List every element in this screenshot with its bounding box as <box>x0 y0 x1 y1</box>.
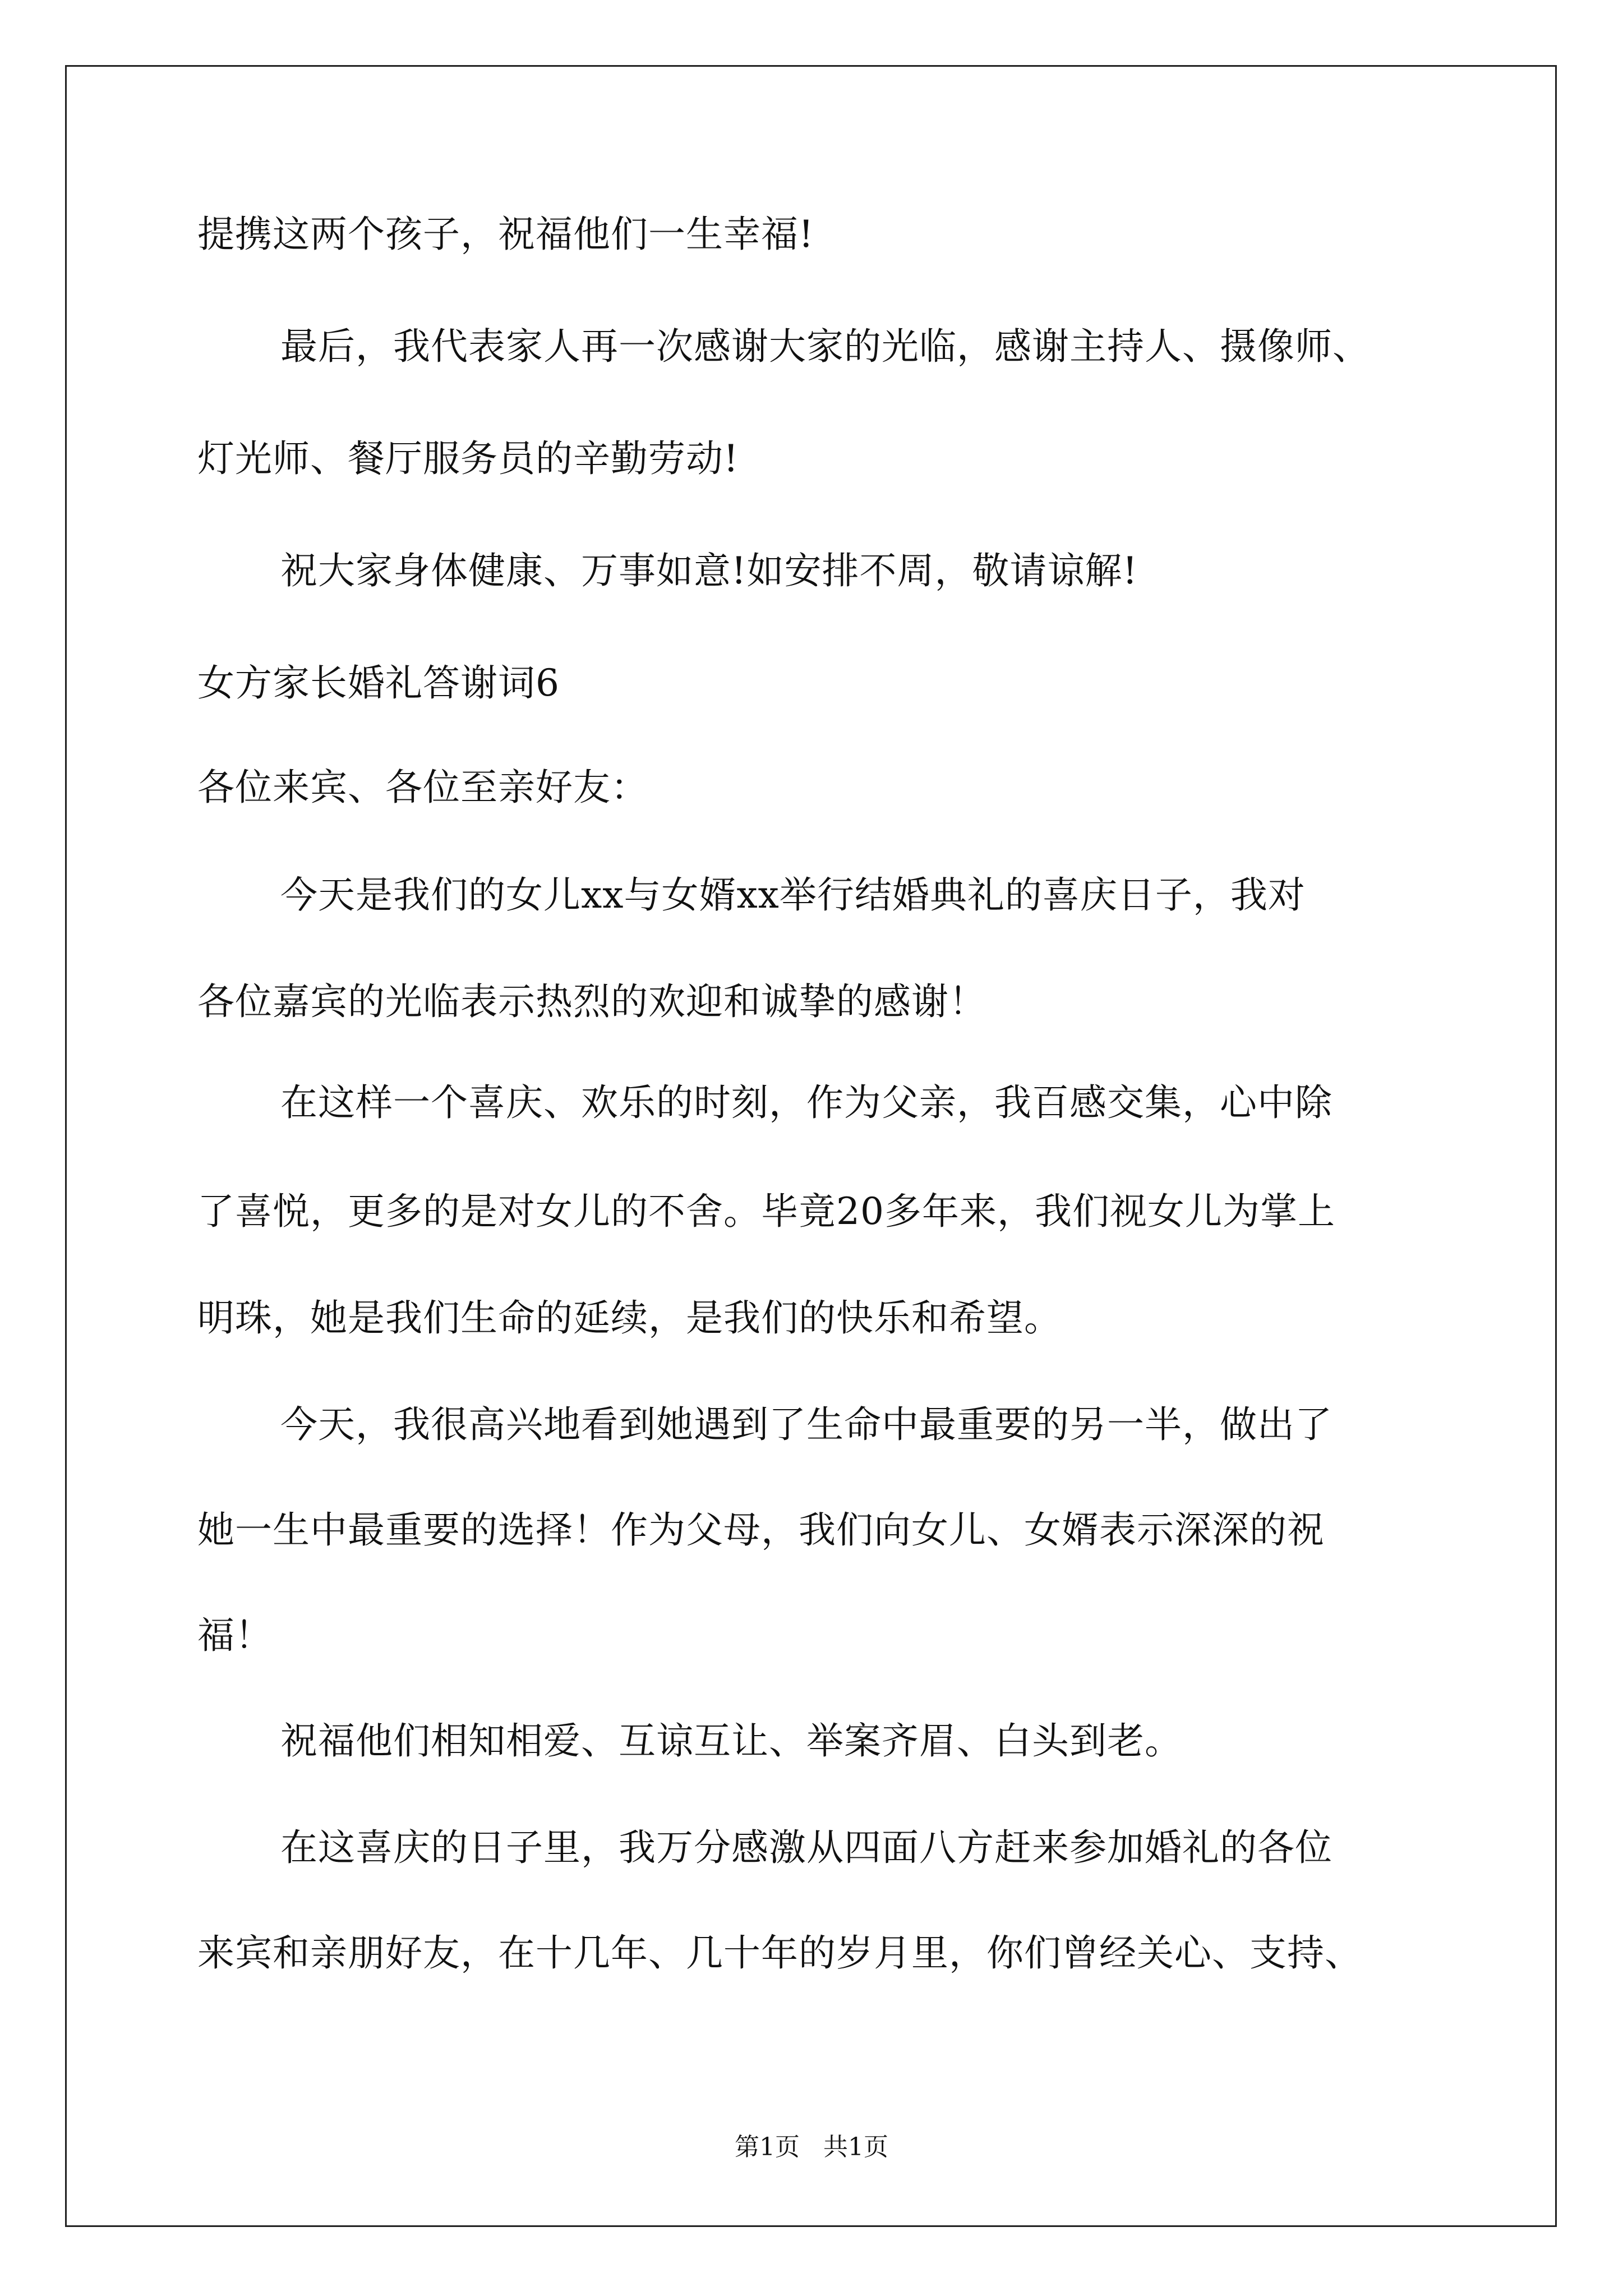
paragraph-line: 了喜悦，更多的是对女儿的不舍。毕竟20多年来，我们视女儿为掌上 <box>197 1190 1335 1233</box>
paragraph-line: 在这样一个喜庆、欢乐的时刻，作为父亲，我百感交集，心中除 <box>280 1081 1332 1124</box>
paragraph-line: 最后，我代表家人再一次感谢大家的光临，感谢主持人、摄像师、 <box>280 325 1370 368</box>
paragraph-line: 来宾和亲朋好友，在十几年、几十年的岁月里，你们曾经关心、支持、 <box>197 1931 1362 1975</box>
page-border <box>65 65 1557 2227</box>
paragraph-line: 福！ <box>197 1614 273 1657</box>
paragraph-line: 祝福他们相知相爱、互谅互让、举案齐眉、白头到老。 <box>280 1719 1182 1763</box>
paragraph-line: 灯光师、餐厅服务员的辛勤劳动! <box>197 437 739 480</box>
paragraph-line: 今天是我们的女儿xx与女婿xx举行结婚典礼的喜庆日子，我对 <box>280 873 1306 917</box>
salutation: 各位来宾、各位至亲好友： <box>197 766 648 809</box>
section-heading: 女方家长婚礼答谢词6 <box>197 661 560 705</box>
paragraph-line: 明珠，她是我们生命的延续，是我们的快乐和希望。 <box>197 1296 1062 1340</box>
page-footer: 第1页 共1页 <box>735 2133 888 2161</box>
paragraph-line: 各位嘉宾的光临表示热烈的欢迎和诚挚的感谢！ <box>197 980 986 1023</box>
paragraph-line: 在这喜庆的日子里，我万分感激从四面八方赶来参加婚礼的各位 <box>280 1826 1332 1869</box>
paragraph-line: 提携这两个孩子，祝福他们一生幸福! <box>197 213 814 256</box>
paragraph-line: 她一生中最重要的选择！作为父母，我们向女儿、女婿表示深深的祝 <box>197 1508 1325 1552</box>
paragraph-line: 祝大家身体健康、万事如意!如安排不周，敬请谅解! <box>280 549 1138 592</box>
paragraph-line: 今天，我很高兴地看到她遇到了生命中最重要的另一半，做出了 <box>280 1403 1332 1446</box>
